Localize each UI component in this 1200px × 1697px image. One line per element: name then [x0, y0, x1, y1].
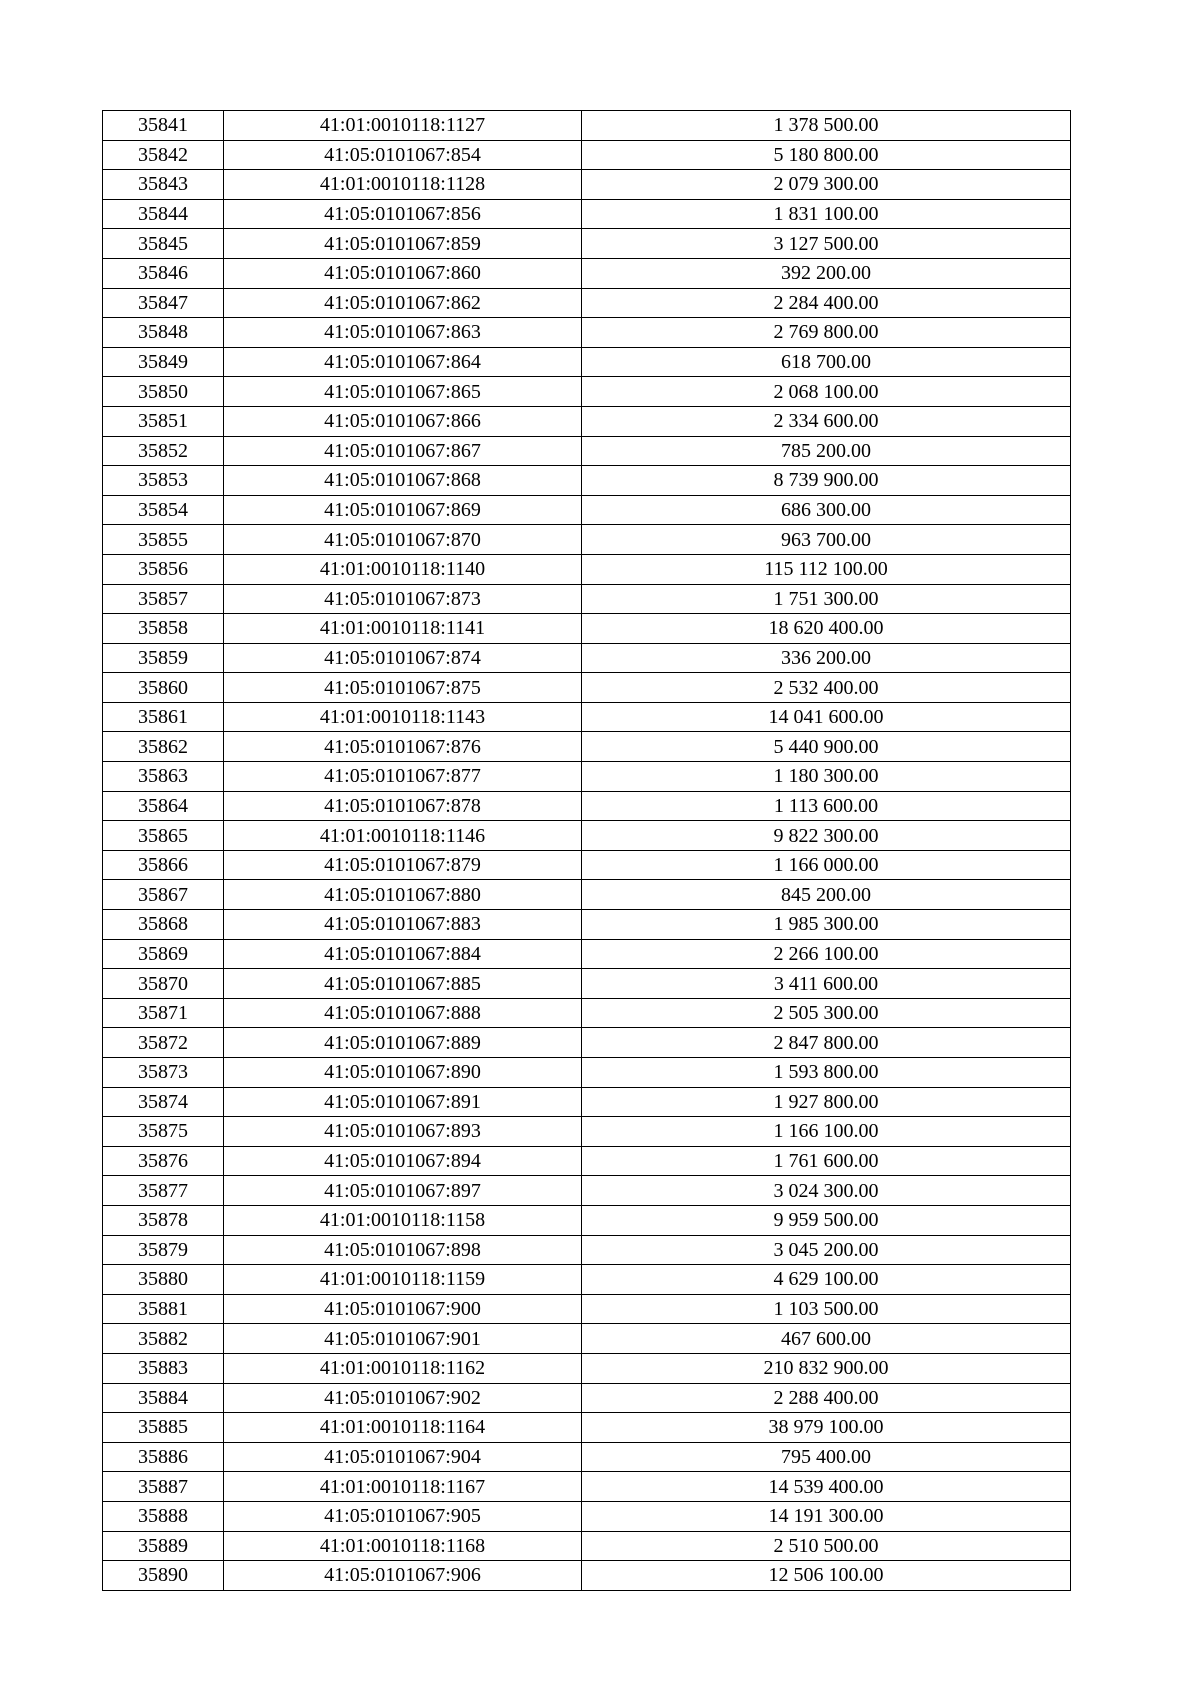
value-cell: 3 127 500.00 — [582, 229, 1071, 259]
table-row — [103, 288, 1071, 318]
table-row — [103, 673, 1071, 703]
value-cell: 2 284 400.00 — [582, 288, 1071, 318]
cadastral-number-cell: 41:05:0101067:854 — [224, 140, 582, 170]
value-cell: 2 505 300.00 — [582, 998, 1071, 1028]
data-table — [102, 110, 1071, 1591]
row-number-cell: 35876 — [103, 1146, 224, 1176]
value-cell: 3 411 600.00 — [582, 969, 1071, 999]
value-cell: 12 506 100.00 — [582, 1561, 1071, 1591]
cadastral-number-cell: 41:01:0010118:1140 — [224, 554, 582, 584]
table-row — [103, 1501, 1071, 1531]
value-cell: 9 822 300.00 — [582, 821, 1071, 851]
value-cell: 1 985 300.00 — [582, 910, 1071, 940]
row-number-cell: 35868 — [103, 910, 224, 940]
cadastral-number-cell: 41:01:0010118:1128 — [224, 170, 582, 200]
row-number-cell: 35864 — [103, 791, 224, 821]
table-row — [103, 347, 1071, 377]
table-row — [103, 1117, 1071, 1147]
row-number-cell: 35870 — [103, 969, 224, 999]
value-cell: 785 200.00 — [582, 436, 1071, 466]
value-cell: 1 166 000.00 — [582, 850, 1071, 880]
value-cell: 2 079 300.00 — [582, 170, 1071, 200]
value-cell: 2 266 100.00 — [582, 939, 1071, 969]
table-row — [103, 140, 1071, 170]
table-row — [103, 643, 1071, 673]
table-row — [103, 614, 1071, 644]
table-row — [103, 1324, 1071, 1354]
cadastral-number-cell: 41:01:0010118:1168 — [224, 1531, 582, 1561]
table-row — [103, 170, 1071, 200]
value-cell: 1 751 300.00 — [582, 584, 1071, 614]
cadastral-number-cell: 41:05:0101067:876 — [224, 732, 582, 762]
row-number-cell: 35857 — [103, 584, 224, 614]
table-row — [103, 1146, 1071, 1176]
value-cell: 14 041 600.00 — [582, 702, 1071, 732]
table-row — [103, 554, 1071, 584]
value-cell: 336 200.00 — [582, 643, 1071, 673]
row-number-cell: 35852 — [103, 436, 224, 466]
value-cell: 2 334 600.00 — [582, 406, 1071, 436]
table-row — [103, 584, 1071, 614]
row-number-cell: 35877 — [103, 1176, 224, 1206]
row-number-cell: 35853 — [103, 466, 224, 496]
value-cell: 1 103 500.00 — [582, 1294, 1071, 1324]
row-number-cell: 35859 — [103, 643, 224, 673]
table-row — [103, 1472, 1071, 1502]
cadastral-number-cell: 41:05:0101067:860 — [224, 258, 582, 288]
table-row — [103, 969, 1071, 999]
cadastral-number-cell: 41:05:0101067:905 — [224, 1501, 582, 1531]
row-number-cell: 35875 — [103, 1117, 224, 1147]
cadastral-number-cell: 41:05:0101067:884 — [224, 939, 582, 969]
cadastral-number-cell: 41:05:0101067:862 — [224, 288, 582, 318]
cadastral-number-cell: 41:05:0101067:878 — [224, 791, 582, 821]
row-number-cell: 35887 — [103, 1472, 224, 1502]
row-number-cell: 35848 — [103, 318, 224, 348]
value-cell: 8 739 900.00 — [582, 466, 1071, 496]
row-number-cell: 35846 — [103, 258, 224, 288]
cadastral-number-cell: 41:05:0101067:898 — [224, 1235, 582, 1265]
table-row — [103, 1205, 1071, 1235]
value-cell: 9 959 500.00 — [582, 1205, 1071, 1235]
cadastral-number-cell: 41:01:0010118:1162 — [224, 1353, 582, 1383]
row-number-cell: 35878 — [103, 1205, 224, 1235]
cadastral-number-cell: 41:05:0101067:890 — [224, 1058, 582, 1088]
table-row — [103, 1235, 1071, 1265]
value-cell: 210 832 900.00 — [582, 1353, 1071, 1383]
row-number-cell: 35850 — [103, 377, 224, 407]
row-number-cell: 35869 — [103, 939, 224, 969]
cadastral-number-cell: 41:05:0101067:906 — [224, 1561, 582, 1591]
table-row — [103, 1087, 1071, 1117]
cadastral-number-cell: 41:05:0101067:859 — [224, 229, 582, 259]
table-row — [103, 466, 1071, 496]
table-row — [103, 732, 1071, 762]
cadastral-number-cell: 41:05:0101067:874 — [224, 643, 582, 673]
row-number-cell: 35866 — [103, 850, 224, 880]
data-table-body — [103, 111, 1071, 1591]
table-row — [103, 791, 1071, 821]
row-number-cell: 35883 — [103, 1353, 224, 1383]
value-cell: 5 440 900.00 — [582, 732, 1071, 762]
value-cell: 1 761 600.00 — [582, 1146, 1071, 1176]
cadastral-number-cell: 41:05:0101067:883 — [224, 910, 582, 940]
value-cell: 2 532 400.00 — [582, 673, 1071, 703]
cadastral-number-cell: 41:01:0010118:1127 — [224, 111, 582, 141]
cadastral-number-cell: 41:01:0010118:1167 — [224, 1472, 582, 1502]
row-number-cell: 35841 — [103, 111, 224, 141]
cadastral-number-cell: 41:05:0101067:867 — [224, 436, 582, 466]
value-cell: 2 288 400.00 — [582, 1383, 1071, 1413]
table-row — [103, 436, 1071, 466]
value-cell: 392 200.00 — [582, 258, 1071, 288]
cadastral-number-cell: 41:05:0101067:889 — [224, 1028, 582, 1058]
row-number-cell: 35855 — [103, 525, 224, 555]
value-cell: 963 700.00 — [582, 525, 1071, 555]
table-row — [103, 377, 1071, 407]
value-cell: 1 831 100.00 — [582, 199, 1071, 229]
row-number-cell: 35865 — [103, 821, 224, 851]
cadastral-number-cell: 41:05:0101067:900 — [224, 1294, 582, 1324]
value-cell: 5 180 800.00 — [582, 140, 1071, 170]
value-cell: 14 539 400.00 — [582, 1472, 1071, 1502]
table-row — [103, 702, 1071, 732]
row-number-cell: 35873 — [103, 1058, 224, 1088]
table-row — [103, 495, 1071, 525]
table-row — [103, 1294, 1071, 1324]
row-number-cell: 35889 — [103, 1531, 224, 1561]
table-row — [103, 1028, 1071, 1058]
table-row — [103, 111, 1071, 141]
row-number-cell: 35884 — [103, 1383, 224, 1413]
row-number-cell: 35885 — [103, 1413, 224, 1443]
table-row — [103, 1413, 1071, 1443]
table-row — [103, 762, 1071, 792]
row-number-cell: 35861 — [103, 702, 224, 732]
value-cell: 4 629 100.00 — [582, 1265, 1071, 1295]
cadastral-number-cell: 41:05:0101067:893 — [224, 1117, 582, 1147]
row-number-cell: 35874 — [103, 1087, 224, 1117]
cadastral-number-cell: 41:05:0101067:891 — [224, 1087, 582, 1117]
cadastral-number-cell: 41:05:0101067:866 — [224, 406, 582, 436]
row-number-cell: 35849 — [103, 347, 224, 377]
table-row — [103, 229, 1071, 259]
cadastral-number-cell: 41:05:0101067:877 — [224, 762, 582, 792]
cadastral-number-cell: 41:05:0101067:870 — [224, 525, 582, 555]
row-number-cell: 35856 — [103, 554, 224, 584]
row-number-cell: 35881 — [103, 1294, 224, 1324]
value-cell: 618 700.00 — [582, 347, 1071, 377]
table-row — [103, 318, 1071, 348]
cadastral-number-cell: 41:05:0101067:864 — [224, 347, 582, 377]
table-row — [103, 821, 1071, 851]
cadastral-number-cell: 41:05:0101067:865 — [224, 377, 582, 407]
cadastral-number-cell: 41:05:0101067:856 — [224, 199, 582, 229]
row-number-cell: 35844 — [103, 199, 224, 229]
table-row — [103, 406, 1071, 436]
row-number-cell: 35854 — [103, 495, 224, 525]
cadastral-number-cell: 41:05:0101067:904 — [224, 1442, 582, 1472]
table-row — [103, 1383, 1071, 1413]
table-row — [103, 1531, 1071, 1561]
cadastral-number-cell: 41:01:0010118:1146 — [224, 821, 582, 851]
row-number-cell: 35886 — [103, 1442, 224, 1472]
cadastral-number-cell: 41:05:0101067:897 — [224, 1176, 582, 1206]
value-cell: 686 300.00 — [582, 495, 1071, 525]
cadastral-number-cell: 41:05:0101067:888 — [224, 998, 582, 1028]
table-row — [103, 1265, 1071, 1295]
value-cell: 18 620 400.00 — [582, 614, 1071, 644]
value-cell: 2 769 800.00 — [582, 318, 1071, 348]
cadastral-number-cell: 41:05:0101067:901 — [224, 1324, 582, 1354]
row-number-cell: 35862 — [103, 732, 224, 762]
cadastral-number-cell: 41:05:0101067:902 — [224, 1383, 582, 1413]
value-cell: 1 378 500.00 — [582, 111, 1071, 141]
row-number-cell: 35888 — [103, 1501, 224, 1531]
cadastral-number-cell: 41:05:0101067:863 — [224, 318, 582, 348]
row-number-cell: 35882 — [103, 1324, 224, 1354]
row-number-cell: 35872 — [103, 1028, 224, 1058]
value-cell: 845 200.00 — [582, 880, 1071, 910]
table-row — [103, 1176, 1071, 1206]
value-cell: 3 045 200.00 — [582, 1235, 1071, 1265]
row-number-cell: 35867 — [103, 880, 224, 910]
value-cell: 2 510 500.00 — [582, 1531, 1071, 1561]
value-cell: 2 847 800.00 — [582, 1028, 1071, 1058]
table-row — [103, 199, 1071, 229]
row-number-cell: 35879 — [103, 1235, 224, 1265]
value-cell: 1 593 800.00 — [582, 1058, 1071, 1088]
row-number-cell: 35847 — [103, 288, 224, 318]
value-cell: 3 024 300.00 — [582, 1176, 1071, 1206]
row-number-cell: 35860 — [103, 673, 224, 703]
value-cell: 2 068 100.00 — [582, 377, 1071, 407]
cadastral-number-cell: 41:05:0101067:873 — [224, 584, 582, 614]
cadastral-number-cell: 41:01:0010118:1159 — [224, 1265, 582, 1295]
row-number-cell: 35851 — [103, 406, 224, 436]
row-number-cell: 35863 — [103, 762, 224, 792]
cadastral-number-cell: 41:01:0010118:1164 — [224, 1413, 582, 1443]
value-cell: 1 180 300.00 — [582, 762, 1071, 792]
cadastral-number-cell: 41:05:0101067:875 — [224, 673, 582, 703]
table-row — [103, 998, 1071, 1028]
cadastral-number-cell: 41:01:0010118:1158 — [224, 1205, 582, 1235]
row-number-cell: 35842 — [103, 140, 224, 170]
table-row — [103, 1058, 1071, 1088]
cadastral-number-cell: 41:05:0101067:885 — [224, 969, 582, 999]
table-row — [103, 258, 1071, 288]
cadastral-number-cell: 41:01:0010118:1143 — [224, 702, 582, 732]
cadastral-number-cell: 41:05:0101067:869 — [224, 495, 582, 525]
row-number-cell: 35871 — [103, 998, 224, 1028]
value-cell: 1 166 100.00 — [582, 1117, 1071, 1147]
table-row — [103, 1353, 1071, 1383]
cadastral-number-cell: 41:05:0101067:879 — [224, 850, 582, 880]
value-cell: 115 112 100.00 — [582, 554, 1071, 584]
row-number-cell: 35858 — [103, 614, 224, 644]
row-number-cell: 35845 — [103, 229, 224, 259]
value-cell: 1 113 600.00 — [582, 791, 1071, 821]
table-row — [103, 1442, 1071, 1472]
value-cell: 38 979 100.00 — [582, 1413, 1071, 1443]
value-cell: 14 191 300.00 — [582, 1501, 1071, 1531]
row-number-cell: 35880 — [103, 1265, 224, 1295]
cadastral-number-cell: 41:05:0101067:868 — [224, 466, 582, 496]
row-number-cell: 35890 — [103, 1561, 224, 1591]
cadastral-number-cell: 41:05:0101067:894 — [224, 1146, 582, 1176]
table-row — [103, 910, 1071, 940]
table-row — [103, 525, 1071, 555]
value-cell: 467 600.00 — [582, 1324, 1071, 1354]
row-number-cell: 35843 — [103, 170, 224, 200]
value-cell: 1 927 800.00 — [582, 1087, 1071, 1117]
cadastral-number-cell: 41:05:0101067:880 — [224, 880, 582, 910]
table-row — [103, 1561, 1071, 1591]
table-row — [103, 850, 1071, 880]
value-cell: 795 400.00 — [582, 1442, 1071, 1472]
cadastral-number-cell: 41:01:0010118:1141 — [224, 614, 582, 644]
table-row — [103, 939, 1071, 969]
table-row — [103, 880, 1071, 910]
